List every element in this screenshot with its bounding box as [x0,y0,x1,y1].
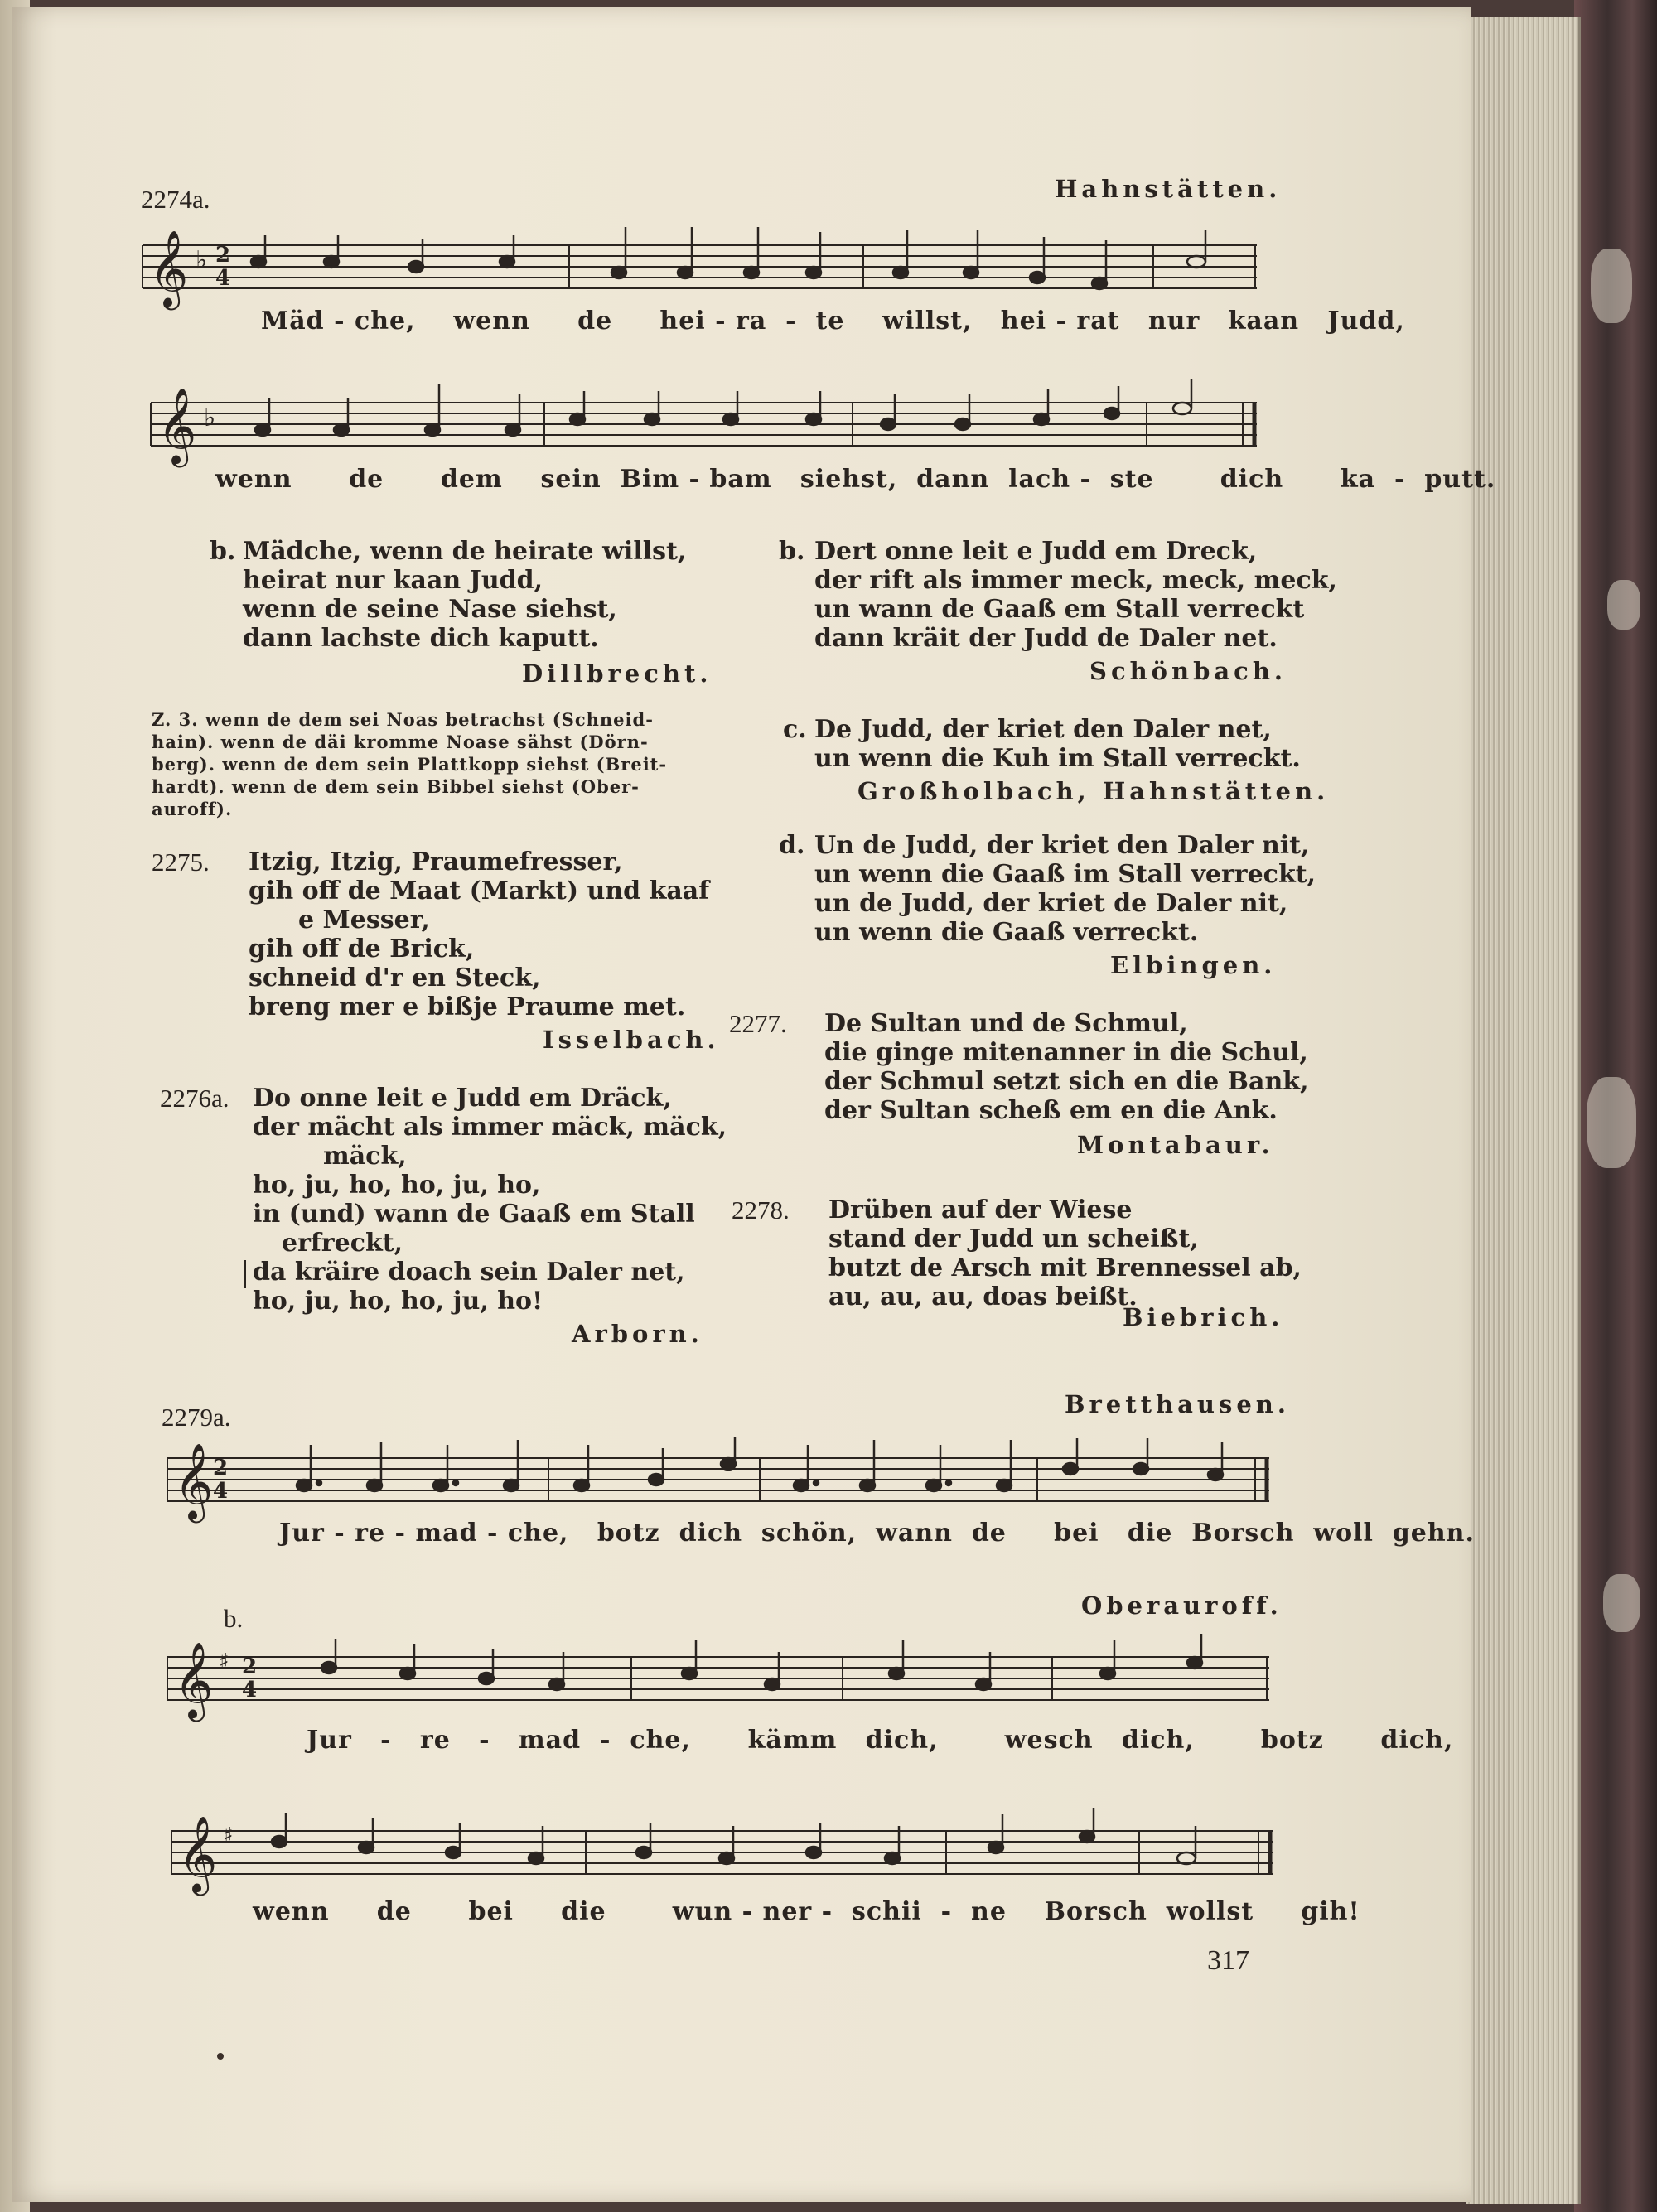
svg-text:𝄞: 𝄞 [174,1641,214,1718]
place-hahnstaetten: Hahnstätten. [1055,175,1282,203]
note-2274-line5: auroff). [152,799,233,819]
variant-label-2276d: d. [779,831,805,860]
place-grossholbach: Großholbach, Hahnstätten. [857,777,1330,805]
text-2276a-line2: der mächt als immer mäck, mäck, [253,1113,727,1142]
text-2278-line2: stand der Judd un scheißt, [828,1224,1199,1253]
variant-label-2276b: b. [779,537,805,566]
text-2276a-line4: ho, ju, ho, ho, ju, ho, [253,1171,541,1200]
place-isselbach: Isselbach. [543,1026,720,1054]
text-2277-line2: die ginge mitenanner in die Schul, [824,1038,1308,1067]
text-2274b-line2: heirat nur kaan Judd, [243,566,543,595]
song-number-2279a: 2279a. [162,1403,231,1432]
svg-text:𝄞: 𝄞 [178,1815,218,1892]
text-2278-line4: au, au, au, doas beißt. [828,1282,1138,1311]
page-number: 317 [1207,1945,1249,1976]
text-2274b-line1: Mädche, wenn de heirate willst, [243,537,687,566]
place-bretthausen: Bretthausen. [1065,1390,1290,1418]
text-2276a-line5: in (und) wann de Gaaß em Stall [253,1200,695,1229]
svg-text:2: 2 [215,243,231,268]
text-2275-line5: schneid d'r en Steck, [249,964,541,993]
variant-label-2274b: b. [210,537,236,566]
text-2276a-line6: erfreckt, [282,1229,403,1258]
note-2274-line4: hardt). wenn de dem sein Bibbel siehst (Ober- [152,776,640,797]
place-arborn: Arborn. [572,1320,703,1348]
svg-text:4: 4 [215,266,231,291]
lyrics-2274a-line2: wenn de dem sein Bim - bam siehst, dann lach - ste dich ka - putt. [215,465,1496,494]
book-page [12,7,1496,2202]
text-2276b-line4: dann kräit der Judd de Daler net. [814,624,1278,653]
lyrics-2279b-line2: wenn de bei die wun - ner - schii - ne Borsch wollst gih! [253,1897,1360,1926]
svg-text:𝄞: 𝄞 [149,229,189,307]
page-edges [1466,17,1581,2204]
music-staff-2279b-line1 [167,1632,1269,1731]
text-2275-line3: e Messer, [298,906,430,935]
text-2276b-line2: der rift als immer meck, meck, meck, [814,566,1337,595]
text-2276d-line4: un wenn die Gaaß verreckt. [814,918,1199,947]
text-2276a-line1: Do onne leit e Judd em Dräck, [253,1084,672,1113]
svg-text:4: 4 [242,1678,258,1702]
book-cover-edge [1574,0,1657,2212]
place-schoenbach: Schönbach. [1089,657,1287,685]
svg-text:𝄞: 𝄞 [174,1442,214,1519]
text-2275-line6: breng mer e bißje Praume met. [249,993,686,1021]
variant-label-2276c: c. [783,715,807,744]
text-2278-line3: butzt de Arsch mit Brennessel ab, [828,1253,1302,1282]
note-2274-line3: berg). wenn de dem sein Plattkopp siehst (Breit- [152,754,668,775]
song-number-2276a: 2276a. [160,1084,229,1113]
svg-text:𝄞: 𝄞 [157,387,197,464]
music-staff-2279b-line2 [171,1806,1273,1905]
text-2276b-line1: Dert onne leit e Judd em Dreck, [814,537,1258,566]
svg-text:2: 2 [242,1654,258,1679]
text-2276a-line3: mäck, [323,1142,407,1171]
music-staff-2279a [167,1433,1269,1533]
text-2276c-line1: De Judd, der kriet den Daler net, [814,715,1272,744]
svg-text:2: 2 [213,1456,229,1480]
song-number-2278: 2278. [732,1195,790,1224]
lyrics-2279b-line1: Jur - re - mad - che, kämm dich, wesch dich, botz dich, [307,1726,1454,1755]
svg-text:♯: ♯ [219,1649,229,1674]
song-number-2275: 2275. [152,848,210,877]
svg-text:♭: ♭ [204,403,216,432]
music-staff-2274a-line2 [151,378,1257,477]
text-2275-line1: Itzig, Itzig, Praumefresser, [249,848,623,877]
ink-speck [217,2053,224,2060]
text-2276c-line2: un wenn die Kuh im Stall verreckt. [814,744,1301,773]
text-2276a-line7: da kräire doach sein Daler net, [253,1258,685,1287]
svg-text:4: 4 [213,1479,229,1504]
text-2276a-line8: ho, ju, ho, ho, ju, ho! [253,1287,543,1316]
text-2276d-line1: Un de Judd, der kriet den Daler nit, [814,831,1310,860]
place-dillbrecht: Dillbrecht. [522,659,713,688]
song-number-2277: 2277. [729,1009,787,1038]
music-staff-2274a-line1 [143,220,1257,320]
text-2277-line4: der Sultan scheß em en die Ank. [824,1096,1278,1125]
text-2277-line3: der Schmul setzt sich en die Bank, [824,1067,1309,1096]
song-number-2274a: 2274a. [141,185,210,214]
margin-mark [244,1260,246,1288]
place-biebrich: Biebrich. [1123,1303,1284,1331]
note-2274-line1: Z. 3. wenn de dem sei Noas betrachst (Schneid- [152,709,654,730]
svg-text:♭: ♭ [196,246,208,275]
text-2276d-line3: un de Judd, der kriet de Daler nit, [814,889,1288,918]
text-2275-line2: gih off de Maat (Markt) und kaaf [249,877,710,906]
text-2274b-line3: wenn de seine Nase siehst, [243,595,617,624]
text-2277-line1: De Sultan und de Schmul, [824,1009,1188,1038]
text-2276b-line3: un wann de Gaaß em Stall verreckt [814,595,1305,624]
place-oberauroff: Oberauroff. [1081,1591,1283,1620]
text-2275-line4: gih off de Brick, [249,935,475,964]
variant-label-2279b: b. [224,1604,244,1633]
place-elbingen: Elbingen. [1110,951,1277,979]
place-montabaur: Montabaur. [1077,1131,1274,1159]
lyrics-2279a: Jur - re - mad - che, botz dich schön, wann de bei die Borsch woll gehn. [279,1519,1475,1548]
text-2276d-line2: un wenn die Gaaß im Stall verreckt, [814,860,1316,889]
svg-text:♯: ♯ [223,1823,234,1848]
lyrics-2274a-line1: Mäd - che, wenn de hei - ra - te willst, hei - rat nur kaan Judd, [261,307,1405,336]
note-2274-line2: hain). wenn de däi kromme Noase sähst (Dörn- [152,732,649,752]
text-2274b-line4: dann lachste dich kaputt. [243,624,599,653]
text-2278-line1: Drüben auf der Wiese [828,1195,1133,1224]
